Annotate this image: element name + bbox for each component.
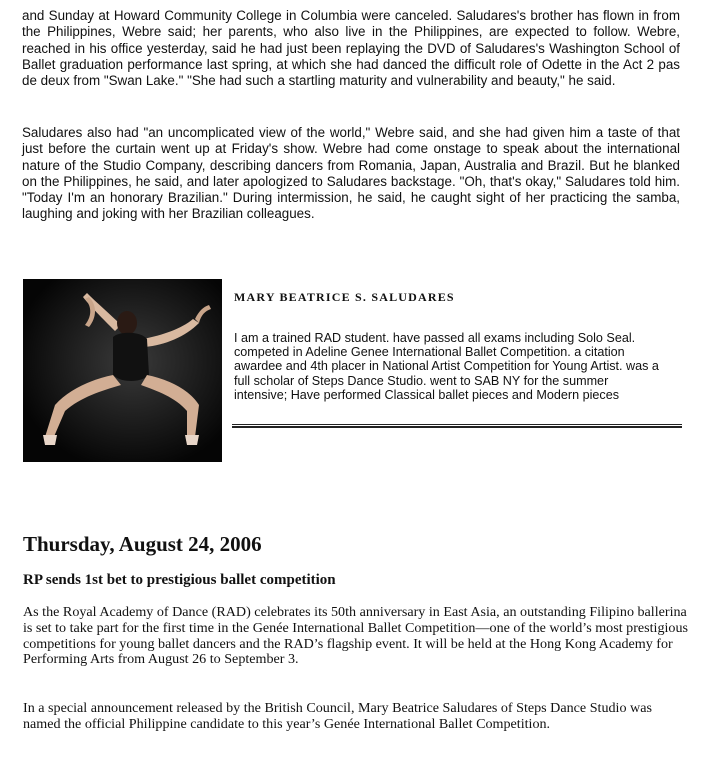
article-paragraph-1: and Sunday at Howard Community College in Columbia were canceled. Saludares's brother has flown in from the Philippines, Webre said; her parents, who also live in the Philippines, are expected to follow. Webre, reached in his office yesterday, said he had just been replaying the DVD of Saludares's Washington School of Ballet graduation performance last spring, at which she had danced the difficult role of Odette in the Act 2 pas de deux from "Swan Lake." "She had such a startling maturity and vulnerability and beauty," he said. xyxy=(22,8,680,89)
post-paragraph-1: As the Royal Academy of Dance (RAD) celebrates its 50th anniversary in East Asia, an outstanding Filipino ballerina is set to take part for the first time in the Genée International Ballet Competition—one of the world’s most prestigious competitions for young ballet dancers and the RAD’s flagship event. It will be held at the Hong Kong Academy for Performing Arts from August 26 to September 3. xyxy=(23,604,689,668)
post-paragraph-2: In a special announcement released by the British Council, Mary Beatrice Saludares of Steps Dance Studio was named the official Philippine candidate to this year’s Genée International Ballet Competition. xyxy=(23,700,652,732)
divider xyxy=(232,424,682,428)
post-date: Thursday, August 24, 2006 xyxy=(23,532,262,556)
dancer-silhouette-icon xyxy=(23,279,222,462)
dancer-photo xyxy=(23,279,222,462)
post-title: RP sends 1st bet to prestigious ballet competition xyxy=(23,572,336,588)
article-paragraph-2: Saludares also had "an uncomplicated view of the world," Webre said, and she had given him a taste of that just before the curtain went up at Friday's show. Webre had come onstage to speak about the international nature of the Studio Company, describing dancers from Romania, Japan, Australia and Brazil. But he blanked on the Philippines, he said, and later apologized to Saludares backstage. "Oh, that's okay," Saludares told him. "Today I'm an honorary Brazilian." During intermission, he said, he caught sight of her practicing the samba, laughing and joking with her Brazilian colleagues. xyxy=(22,125,680,222)
profile-name: MARY BEATRICE S. SALUDARES xyxy=(234,290,455,304)
profile-bio: I am a trained RAD student. have passed all exams including Solo Seal. competed in Adeline Genee International Ballet Competition. a citation awardee and 4th placer in National Artist Competition for Young Artist. was a full scholar of Steps Dance Studio. went to SAB NY for the summer intensive; Have performed Classical ballet pieces and Modern pieces xyxy=(234,331,659,402)
